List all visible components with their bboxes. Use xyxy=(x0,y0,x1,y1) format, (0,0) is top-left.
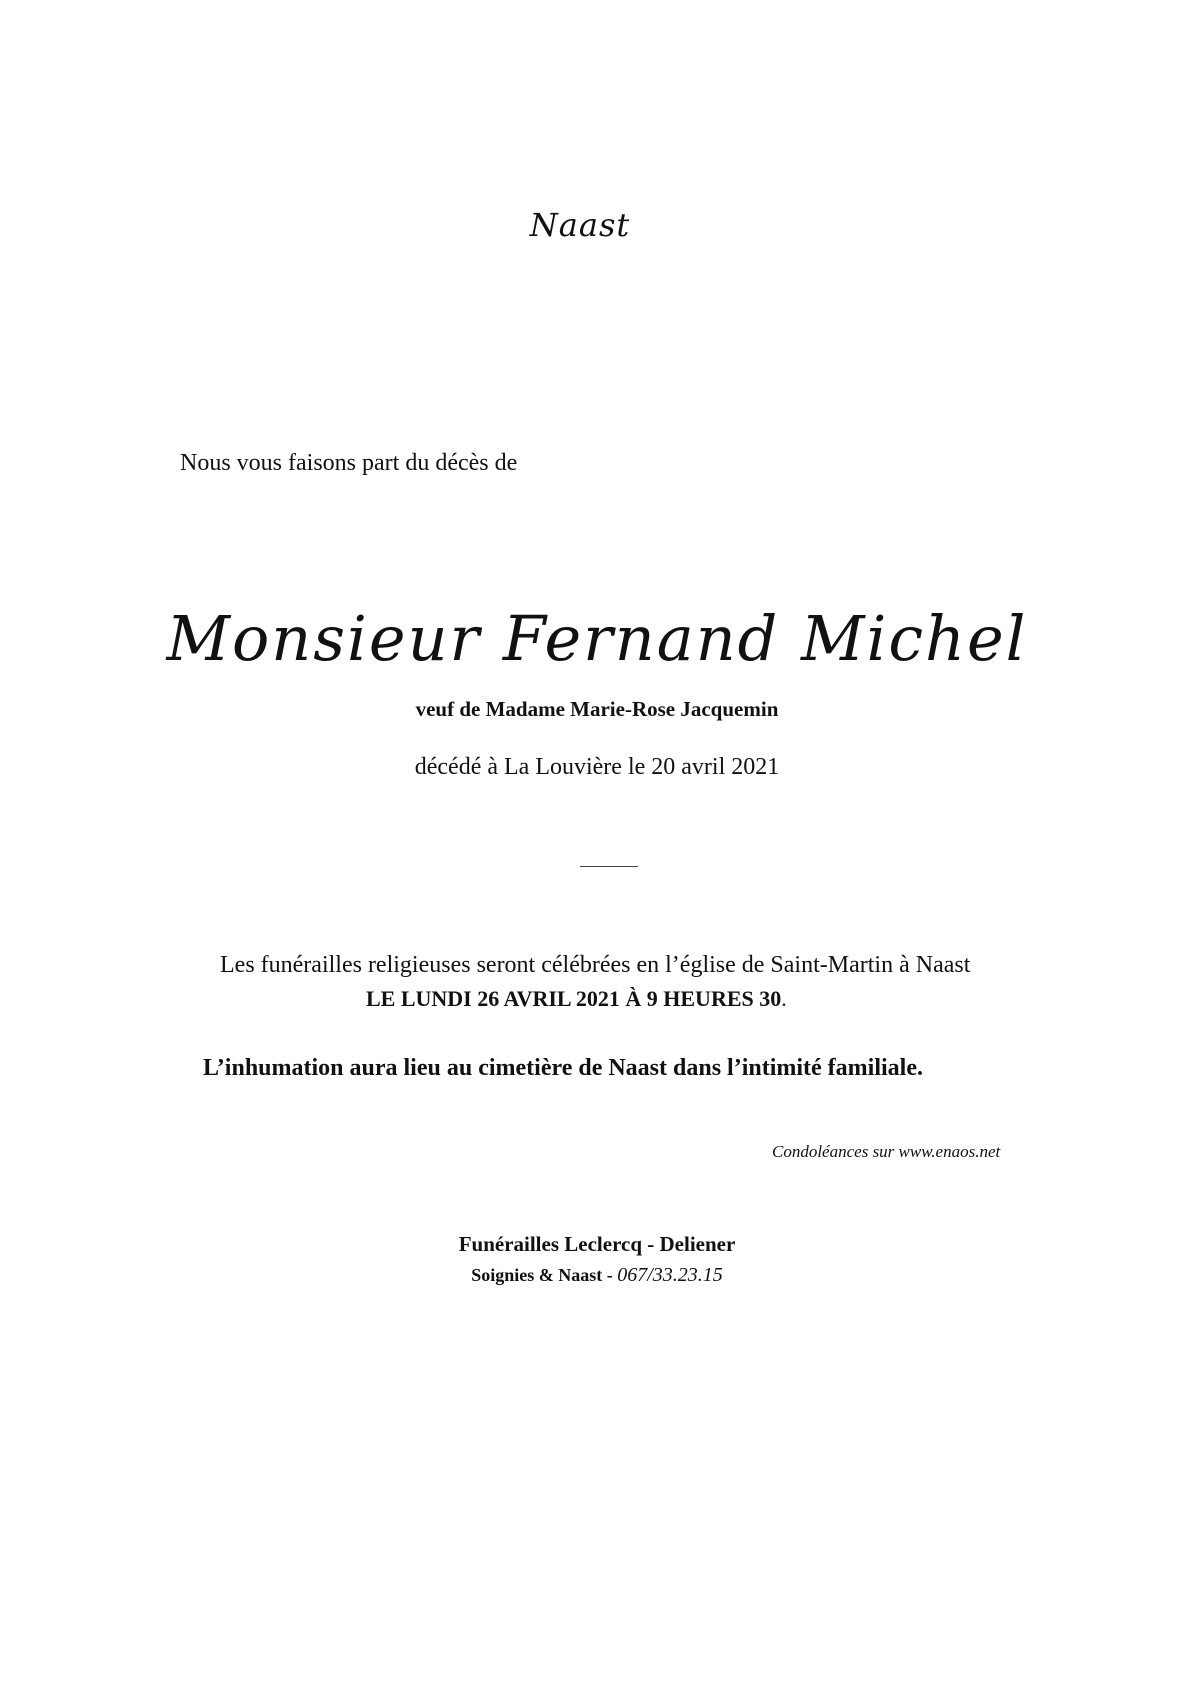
funeral-home-contact xyxy=(0,1264,1194,1287)
announcement-intro: Nous vous faisons part du décès de xyxy=(180,450,518,476)
funeral-datetime-suffix: . xyxy=(781,986,787,1011)
funeral-home-phone: 067/33.23.15 xyxy=(617,1264,723,1286)
funeral-home-name: Funérailles Leclercq - Deliener xyxy=(458,1232,736,1256)
spouse-line: veuf de Madame Marie-Rose Jacquemin xyxy=(415,697,779,721)
funeral-datetime-line xyxy=(366,986,787,1012)
death-line: décédé à La Louvière le 20 avril 2021 xyxy=(414,754,780,780)
funeral-datetime: LE LUNDI 26 AVRIL 2021 À 9 HEURES 30 xyxy=(366,986,782,1011)
funeral-home-locations: Soignies & Naast - xyxy=(471,1265,618,1285)
deceased-name: Monsieur Fernand Michel xyxy=(166,602,1028,675)
separator-rule xyxy=(580,866,638,867)
place-heading: Naast xyxy=(529,206,631,244)
burial-line: L’inhumation aura lieu au cimetière de Naast dans l’intimité familiale. xyxy=(203,1055,923,1081)
condolences-link-text: Condoléances sur www.enaos.net xyxy=(772,1142,1001,1161)
funeral-service-line: Les funérailles religieuses seront célébrées en l’église de Saint-Martin à Naast xyxy=(220,952,971,978)
